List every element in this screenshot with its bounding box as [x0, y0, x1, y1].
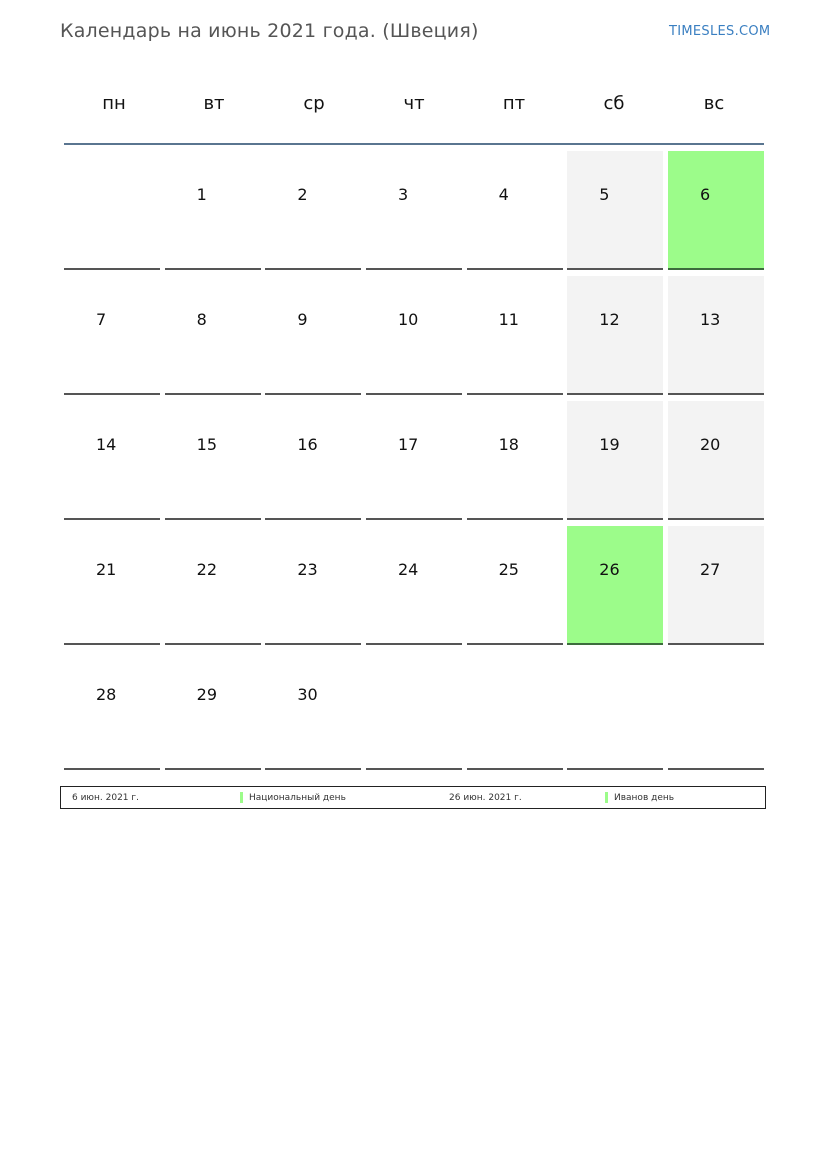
day-number: 6: [699, 185, 711, 204]
cell-underline: [467, 518, 563, 520]
day-cell: [467, 151, 563, 270]
day-number: 23: [297, 560, 318, 579]
cell-underline: [467, 268, 563, 270]
day-number: 27: [699, 560, 721, 579]
weekday-header: [64, 64, 764, 145]
cell-underline: [366, 768, 462, 770]
cell-underline: [567, 768, 663, 770]
holiday-color-marker: [605, 792, 608, 803]
day-number: 17: [397, 435, 419, 454]
day-cell: [265, 651, 361, 770]
day-cell: [265, 276, 361, 395]
day-number: 5: [599, 185, 610, 204]
day-number: 13: [699, 310, 721, 329]
cell-underline: [165, 643, 261, 645]
day-cell: [165, 526, 261, 645]
day-cell: [64, 401, 160, 520]
day-number: 18: [498, 435, 519, 454]
holiday-color-marker: [240, 792, 243, 803]
day-number: 29: [196, 685, 218, 704]
week-row: [64, 520, 764, 645]
day-cell: [165, 651, 261, 770]
cell-underline: [467, 768, 563, 770]
day-cell: [64, 276, 160, 395]
weekday-tue: вт: [203, 93, 225, 114]
cell-underline: [265, 268, 361, 270]
cell-underline: [64, 643, 160, 645]
cell-underline: [567, 643, 663, 645]
day-cell: [165, 276, 261, 395]
day-cell-weekend: [567, 276, 663, 395]
cell-underline: [165, 518, 261, 520]
weekday-fri: пт: [502, 93, 526, 114]
weekday-sat: сб: [603, 93, 625, 114]
day-number: 11: [498, 310, 519, 329]
day-cell-weekend: [668, 401, 764, 520]
day-cell: [64, 651, 160, 770]
day-cell: [366, 401, 462, 520]
weekday-wed: ср: [303, 93, 325, 114]
holiday-name: Иванов день: [614, 793, 675, 803]
cell-underline: [668, 643, 764, 645]
cell-underline: [64, 518, 160, 520]
day-cell: [64, 526, 160, 645]
day-number: 8: [196, 310, 207, 329]
day-number: 4: [498, 185, 509, 204]
page-title: Календарь на июнь 2021 года. (Швеция): [60, 20, 479, 42]
day-number: 14: [96, 435, 117, 454]
cell-underline: [668, 393, 764, 395]
cell-underline: [366, 643, 462, 645]
day-number: 28: [96, 685, 117, 704]
cell-underline: [467, 643, 563, 645]
holiday-date: 6 июн. 2021 г.: [72, 793, 139, 803]
day-cell: [265, 401, 361, 520]
day-cell: [467, 526, 563, 645]
day-cell-weekend: [668, 526, 764, 645]
week-row: [64, 395, 764, 520]
cell-underline: [366, 393, 462, 395]
day-cell: [366, 651, 462, 770]
week-row: [64, 645, 764, 770]
day-number: 26: [599, 560, 620, 579]
day-number: 9: [297, 310, 308, 329]
day-cell: [567, 651, 663, 770]
day-number: 20: [699, 435, 721, 454]
day-cell: [366, 151, 462, 270]
day-number: 30: [297, 685, 318, 704]
day-cell: [366, 526, 462, 645]
day-cell-weekend: [668, 276, 764, 395]
cell-underline: [467, 393, 563, 395]
day-number: 25: [498, 560, 519, 579]
cell-underline: [165, 768, 261, 770]
day-number: 10: [397, 310, 419, 329]
cell-underline: [668, 268, 764, 270]
site-link[interactable]: TIMESLES.COM: [669, 24, 771, 39]
day-number: 1: [196, 185, 207, 204]
cell-underline: [165, 268, 261, 270]
cell-underline: [64, 768, 160, 770]
cell-underline: [567, 268, 663, 270]
day-number: 2: [297, 185, 308, 204]
day-cell: [467, 401, 563, 520]
day-number: 16: [297, 435, 318, 454]
cell-underline: [366, 268, 462, 270]
day-cell: [265, 526, 361, 645]
day-number: 3: [397, 185, 409, 204]
cell-underline: [265, 518, 361, 520]
day-number: 7: [96, 310, 107, 329]
cell-underline: [165, 393, 261, 395]
calendar-grid: [64, 64, 764, 770]
day-number: 21: [96, 560, 117, 579]
holiday-date: 26 июн. 2021 г.: [449, 793, 522, 803]
day-cell-holiday: [668, 151, 764, 270]
weekday-sun: вс: [703, 93, 725, 114]
day-number: 24: [397, 560, 419, 579]
day-number: 22: [196, 560, 218, 579]
day-cell: [165, 151, 261, 270]
week-row: [64, 145, 764, 270]
holiday-legend: [60, 786, 766, 809]
day-number: 19: [599, 435, 620, 454]
week-row: [64, 270, 764, 395]
day-cell: [668, 651, 764, 770]
day-cell: [165, 401, 261, 520]
cell-underline: [64, 393, 160, 395]
cell-underline: [64, 268, 160, 270]
cell-underline: [265, 643, 361, 645]
day-cell: [467, 651, 563, 770]
day-number: 12: [599, 310, 620, 329]
holiday-name: Национальный день: [249, 793, 346, 803]
day-cell-holiday: [567, 526, 663, 645]
weekday-thu: чт: [403, 93, 425, 114]
cell-underline: [265, 393, 361, 395]
day-cell-weekend: [567, 151, 663, 270]
weekday-mon: пн: [102, 93, 126, 114]
day-cell: [64, 151, 160, 270]
cell-underline: [265, 768, 361, 770]
day-cell-weekend: [567, 401, 663, 520]
cell-underline: [366, 518, 462, 520]
day-cell: [265, 151, 361, 270]
day-cell: [366, 276, 462, 395]
cell-underline: [567, 518, 663, 520]
day-number: 15: [196, 435, 218, 454]
cell-underline: [567, 393, 663, 395]
cell-underline: [668, 518, 764, 520]
cell-underline: [668, 768, 764, 770]
day-cell: [467, 276, 563, 395]
